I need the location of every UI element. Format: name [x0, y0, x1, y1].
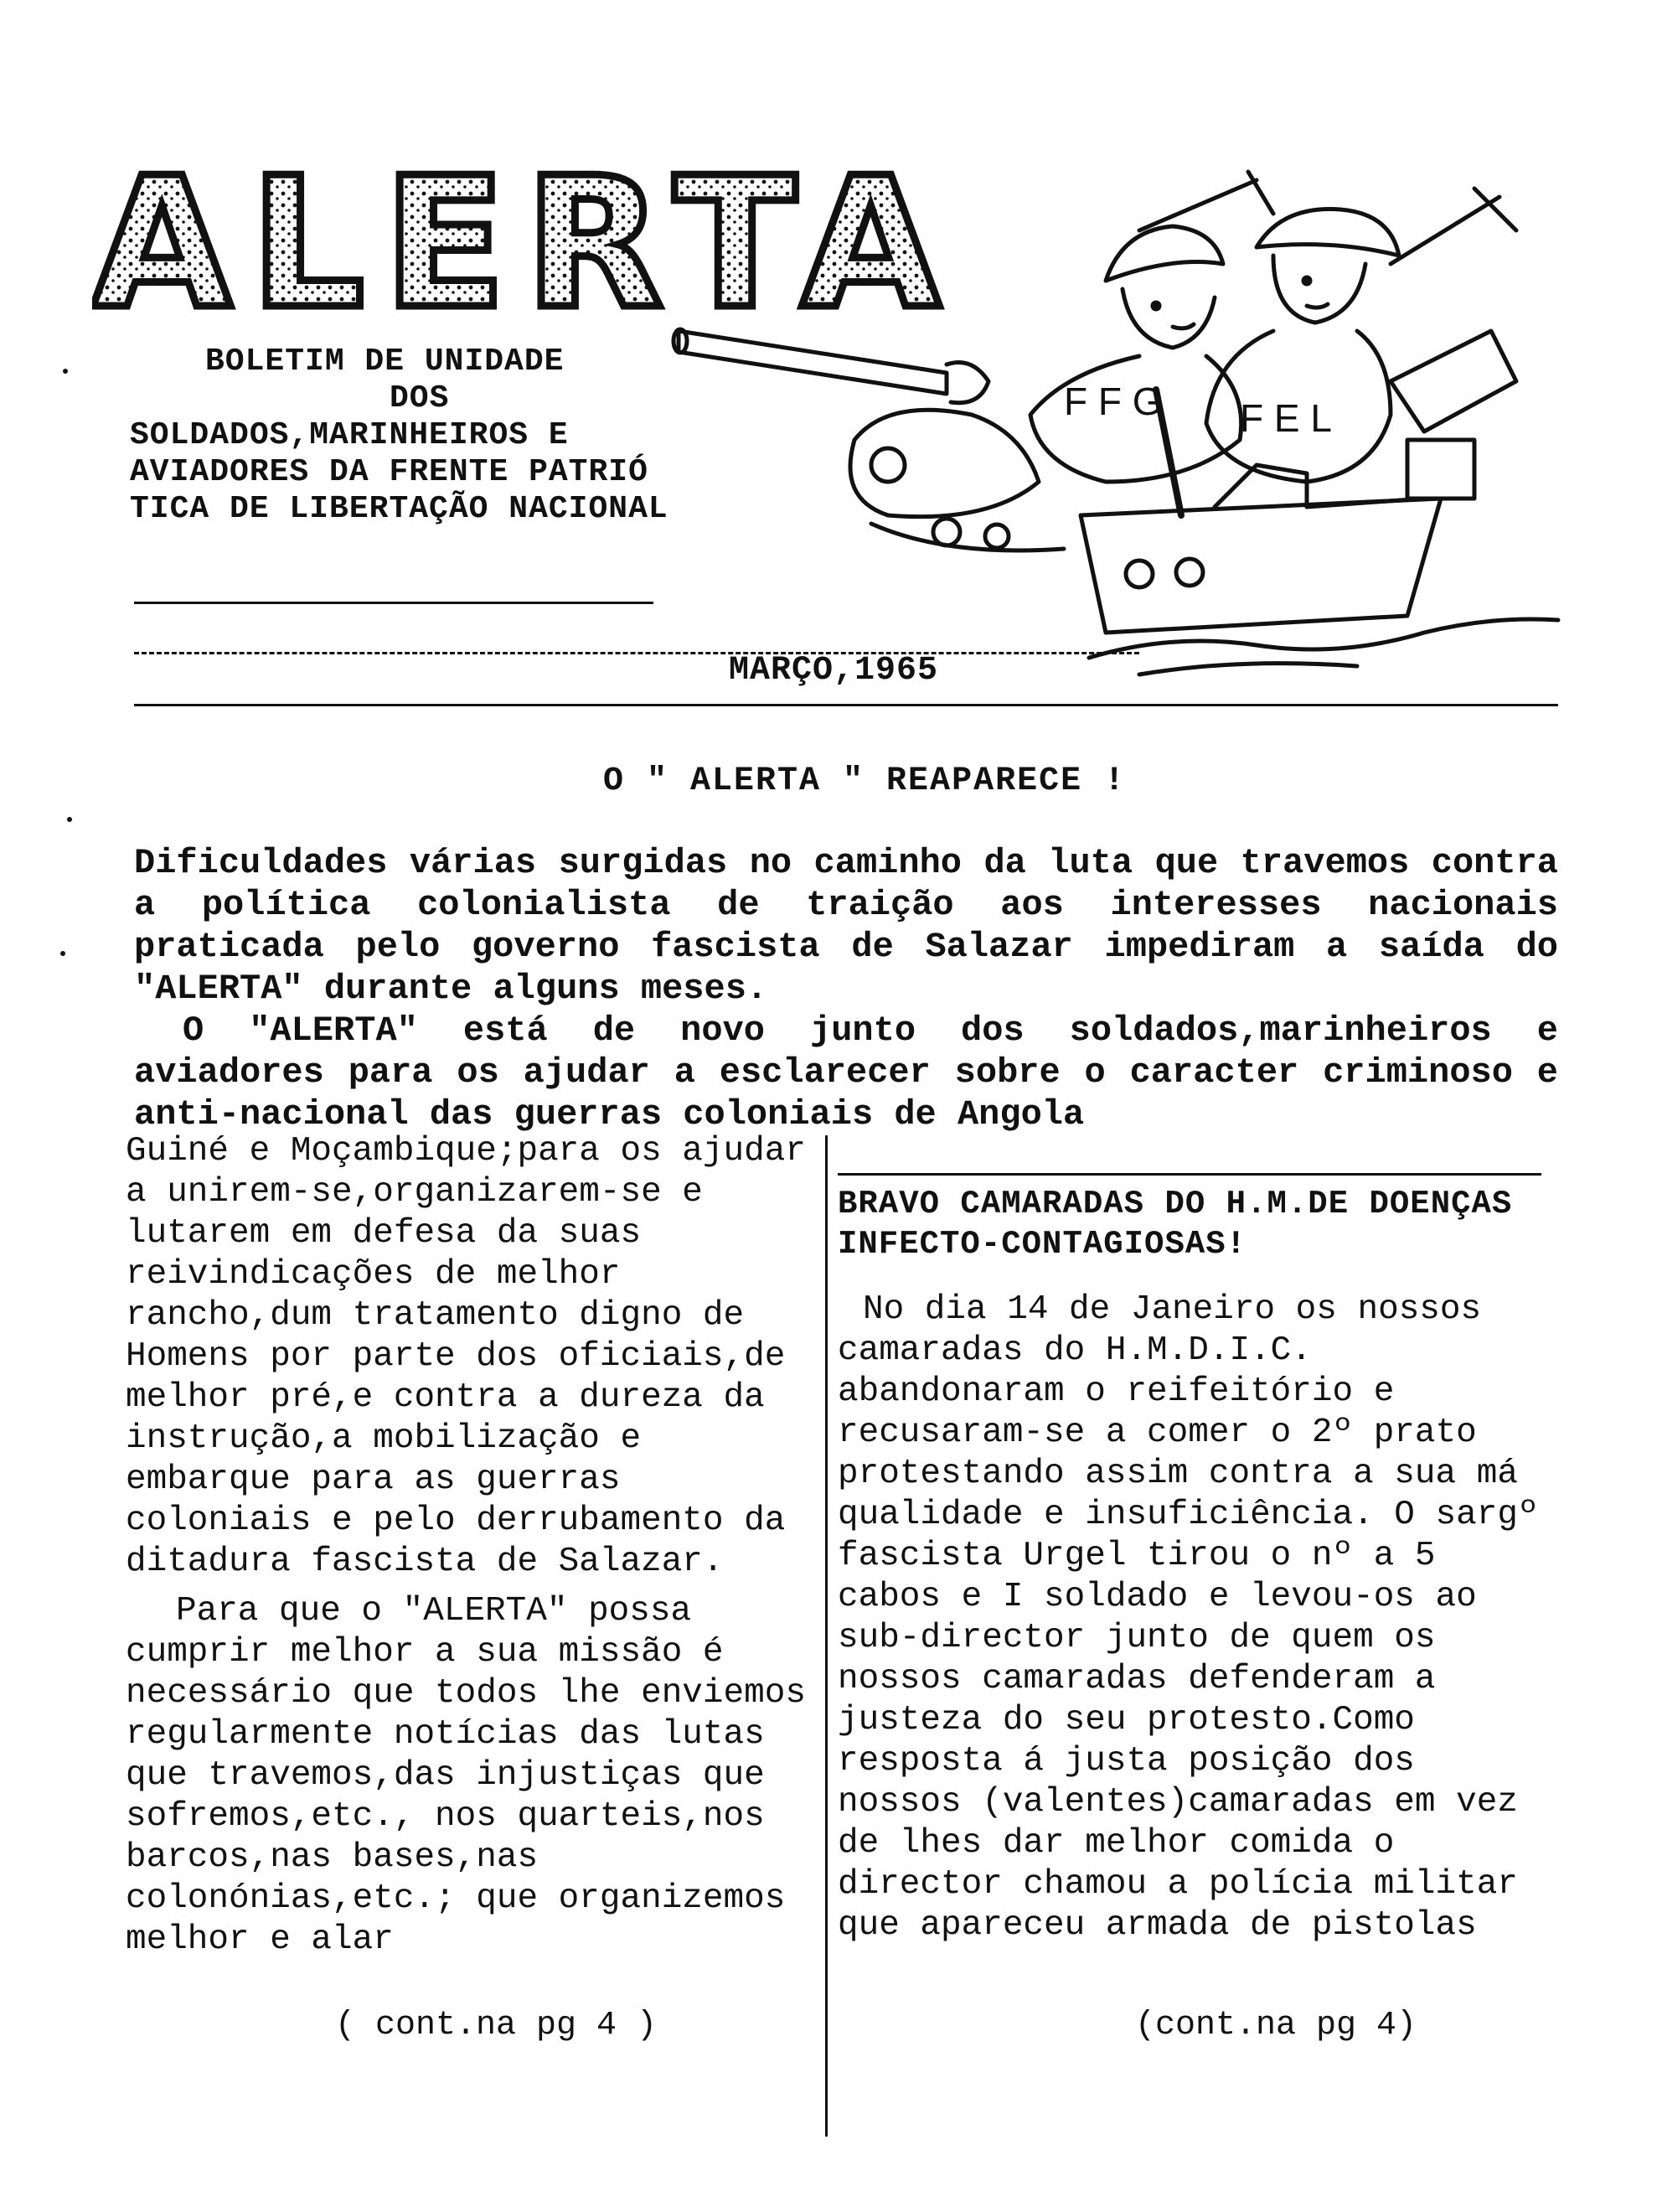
header-rule-3 — [134, 704, 1558, 706]
soldier-sailor-illustration — [670, 163, 1592, 683]
right-continued-note: (cont.na pg 4) — [1135, 2007, 1417, 2044]
right-paragraph-1: No dia 14 de Janeiro os nossos camaradas do H.M.D.I.C. abandonaram o reifeitório e recusaram-se a comer o 2º prato protestando assim contra a sua má qualidade e insuficiência. O sargº fascista Urgel tirou o nº a 5 cabos e I soldado e levou-os ao sub-director junto de quem os nossos camaradas defenderam a justeza do seu protesto.Como resposta á justa posição dos nossos (valentes)camaradas em vez de lhes dar melhor comida o director chamou a polícia militar que apareceu armada de pistolas — [838, 1290, 1539, 1945]
soldier-figure — [1030, 172, 1273, 515]
intro-paragraph-1: Dificuldades várias surgidas no caminho da luta que travemos contra a política colonialista de traição aos interesses nacionais praticada pelo governo fascista de Salazar impediram a saída do "ALERTA" durante alguns meses. — [134, 843, 1558, 1009]
article-headline: O " ALERTA " REAPARECE ! — [603, 762, 1127, 800]
right-article-heading: BRAVO CAMARADAS DO H.M.DE DOENÇAS INFECTO-CONTAGIOSAS! — [838, 1173, 1541, 1264]
subtitle-line-5: TICA DE LIBERTAÇÃO NACIONAL — [130, 491, 668, 527]
subtitle-line-4: AVIADORES DA FRENTE PATRIÓ — [130, 454, 648, 490]
header-rule-1 — [134, 602, 653, 604]
intro-paragraph-2: O "ALERTA" está de novo junto dos soldados,marinheiros e aviadores para os ajudar a esclarecer sobre o caracter criminoso e anti-nacional das guerras coloniais de Angola — [134, 1010, 1558, 1134]
left-continued-note: ( cont.na pg 4 ) — [335, 2007, 658, 2044]
warship-drawing — [1081, 465, 1558, 674]
print-speck — [60, 951, 65, 956]
issue-date: MARÇO,1965 — [729, 652, 939, 690]
left-paragraph-2: Para que o "ALERTA" possa cumprir melhor a sua missão é necessário que todos lhe enviemos regularmente notícias das lutas que travemos,das injustiças que sofremos,etc., nos quarteis,nos barcos,nas bases,nas colonónias,etc.; que organizemos melhor e alar — [126, 1592, 806, 1959]
svg-text:F F G: F F G — [1064, 380, 1163, 423]
column-divider — [825, 1135, 828, 2137]
tank-cannon-drawing — [674, 329, 1064, 550]
print-speck — [67, 817, 72, 822]
masthead-text: ALERTA! — [92, 155, 980, 331]
left-column — [126, 1131, 813, 1969]
sailor-figure — [1206, 189, 1516, 499]
svg-text:F E L: F E L — [1240, 396, 1332, 440]
intro-section — [134, 842, 1558, 1135]
print-speck — [63, 369, 68, 374]
header-rule-2 — [134, 652, 1139, 654]
subtitle-line-2: DOS — [390, 380, 450, 416]
left-paragraph-1: Guiné e Moçambique;para os ajudar a unirem-se,organizarem-se e lutarem em defesa da suas reivindicações de melhor rancho,dum tratamento digno de Homens por parte dos oficiais,de melhor pré,e contra a dureza da instrução,a mobilização e embarque para as guerras coloniais e pelo derrubamento da ditadura fascista de Salazar. — [126, 1132, 806, 1581]
subtitle-line-3: SOLDADOS,MARINHEIROS E — [130, 417, 569, 453]
right-column — [838, 1173, 1541, 1946]
subtitle-line-1: BOLETIM DE UNIDADE — [205, 344, 565, 380]
